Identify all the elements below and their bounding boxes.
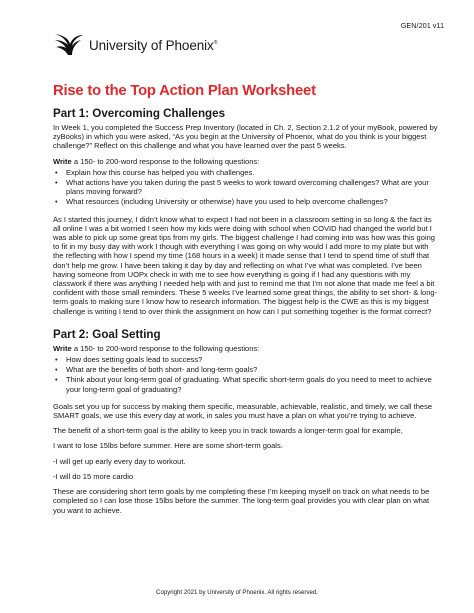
phoenix-bird-icon [53,32,87,58]
list-item: • How does setting goals lead to success? [53,355,440,364]
part2-questions [53,355,440,394]
university-logo [53,32,217,58]
logo-wordmark: University of Phoenix® [89,37,218,53]
part2-paragraph: -I will do 15 more cardio [53,471,134,481]
document-body [53,83,440,521]
part1-instruction: Write a 150- to 200-word response to the following questions: [53,156,260,166]
part1-questions [53,168,440,207]
part2-paragraph: The benefit of a short-term goal is the ability to keep you in track towards a longer-term goal for example, [53,426,403,436]
worksheet-title: Rise to the Top Action Plan Worksheet [53,83,316,99]
document-code: GEN/201 v11 [400,21,444,30]
list-item: • Explain how this course has helped you with challenges. [53,168,440,177]
part2-heading: Part 2: Goal Setting [53,327,161,341]
list-item: • Think about your long-term goal of graduating. What specific short-term goals do you need to meet to achieve your long-term goal of graduating? [53,375,440,393]
part1-intro: In Week 1, you completed the Success Prep Inventory (located in Ch. 2, Section 2.1.2 of your myBook, powered by zyBooks) in which you were asked, “As you begin at the University of Phoenix, what do you think is your biggest challenge?” Reflect on this challenge and what you have learned over the past 5 weeks. [53,123,438,151]
list-item: • What are the benefits of both short- and long-term goals? [53,365,440,374]
part2-paragraph: Goals set you up for success by making them specific, measurable, achievable, realistic, and timely, we call these SMART goals, we use this every day at work, in sales you must have a plan on what you’re trying to achieve. [53,401,433,421]
part1-heading: Part 1: Overcoming Challenges [53,107,226,120]
part2-instruction: Write a 150- to 200-word response to the following questions: [53,343,260,353]
part2-paragraph: I want to lose 15lbs before summer. Here are some short-term goals. [53,441,283,451]
part1-response: As I started this journey, I didn’t know what to expect I had not been in a classroom setting in so long & the fact its all online I was a bit worried I seen how my kids were doing with school when COVID had changed the world but I was able to pick up some great tips from my girls. The biggest challenge I had coming into was how was this going to fit in my busy day with work I though with everything I was going on why would I add more to my plate but with the reflecting with how I spend my time (168 hours in a week) it made sense that I tend to spend time of stuff that don’t help me grow. I have been taking it day by day and reflecting on what I’ve what was completed. I’ve been having someone from UOPx check in with me to see how everything is going if I had any questions with my classwork if there was anything I needed help with and just to remind me that I’m not alone that made me feel a bit confident with those small reminders. These 5 weeks I’ve learned some great things, the ability to set short- & long-term goals to making sure I know how to research information. The biggest help is the CWE as this is my biggest challenge is writing I tend to over think the assignment on how can I put something together is the format correct? [53,214,438,316]
list-item: • What resources (including University or otherwise) have you used to help overcome challenges? [53,197,440,206]
copyright-footer: Copyright 2021 by University of Phoenix. All rights reserved. [156,589,318,596]
part2-paragraph: -I will get up early every day to workout. [53,456,186,466]
list-item: • What actions have you taken during the past 5 weeks to work toward overcoming challenges? What are your plans moving forward? [53,178,440,196]
part2-paragraph: These are considering short term goals by me completing these I’m keeping myself on track on what needs to be completed so I can lose those 15lbs before the summer. The long-term goal provides you with clear plan on what you want to achieve. [53,487,430,515]
